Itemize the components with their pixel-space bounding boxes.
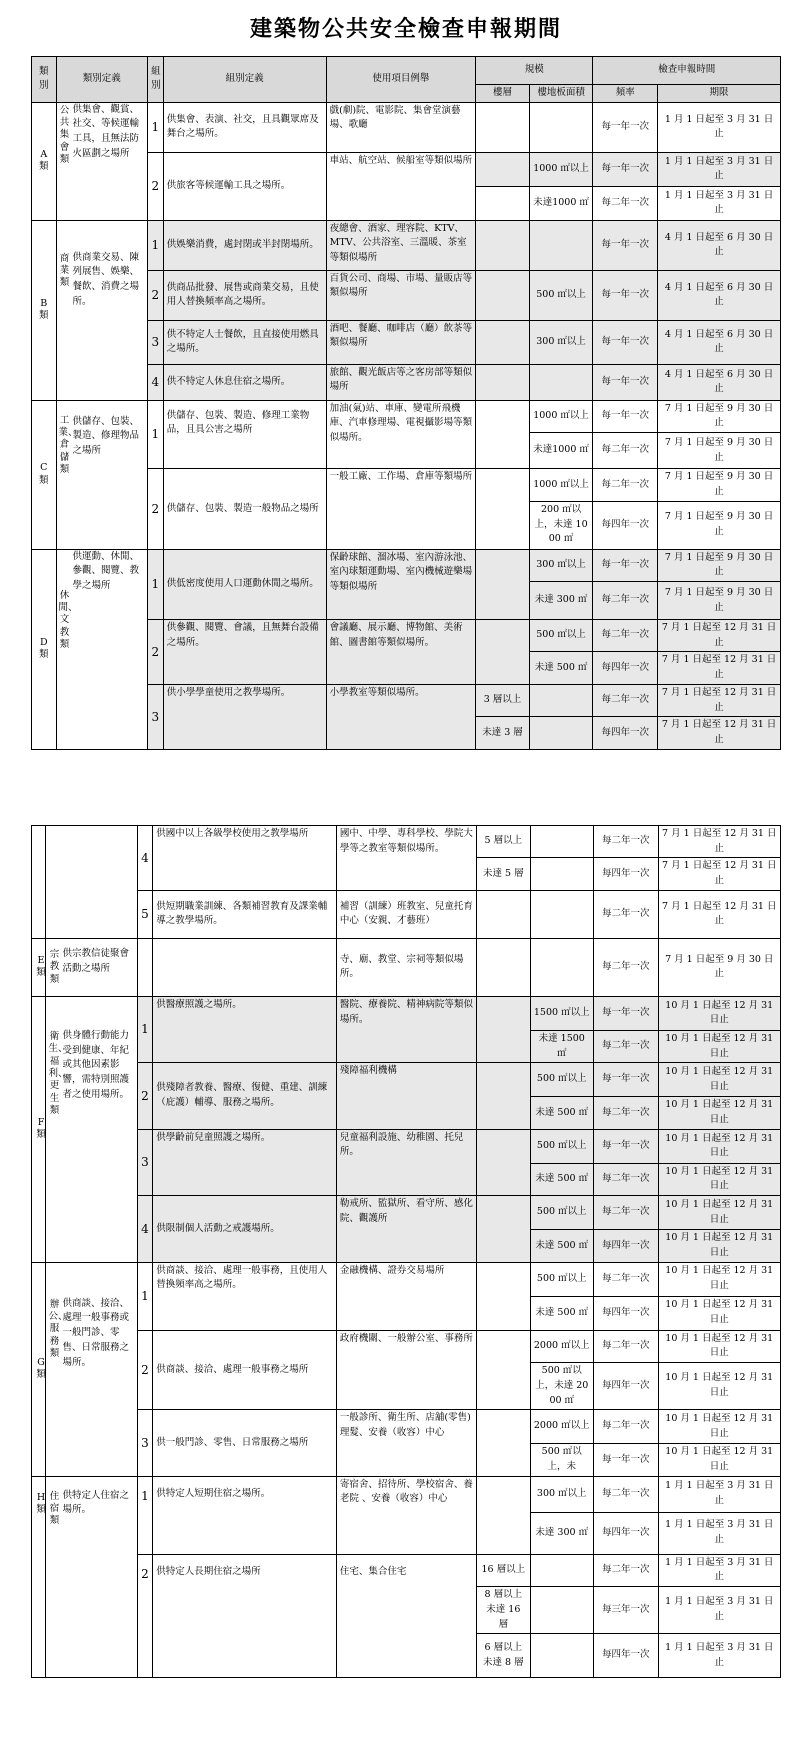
freq: 每一年一次 [593, 270, 658, 320]
area: 500 ㎡以上，未 [530, 1444, 593, 1476]
area: 未達 300 ㎡ [529, 582, 593, 620]
floors: 3 層以上 [476, 684, 530, 716]
cat-desc: 供特定人住宿之場所。 [62, 1489, 129, 1516]
header-row [32, 57, 781, 85]
deadline: 7 月 1 日起至 12 月 31 日止 [658, 890, 781, 938]
area: 未達 300 ㎡ [530, 1512, 593, 1554]
floors: 8 層以上未達 16 層 [477, 1587, 530, 1634]
sub-def: 供一般門診、零售、日常服務之場所 [153, 1410, 337, 1476]
area: 1000 ㎡以上 [529, 400, 593, 432]
header-scale: 規模 [476, 57, 593, 85]
cat-desc: 供身體行動能力受到健康、年紀或其他因素影響，需特別照護者之使用場所。 [62, 1029, 129, 1100]
cat-label: A類 [39, 148, 49, 173]
table-row [32, 938, 781, 996]
deadline: 1 月 1 日起至 3 月 31 日止 [658, 1476, 781, 1512]
floors: 6 層以上未達 8 層 [477, 1634, 530, 1678]
sub-def: 供儲存、包裝、製造、修理工業物品，且具公害之場所 [163, 400, 326, 468]
sub-def: 供低密度使用人口運動休閒之場所。 [163, 549, 326, 619]
freq: 每四年一次 [593, 1512, 658, 1554]
examples: 小學教室等類似場所。 [326, 684, 476, 749]
table-row [32, 1476, 781, 1512]
examples: 補習（訓練）班教室、兒童托育中心（安親、才藝班） [336, 890, 476, 938]
sub-number: 3 [148, 684, 164, 749]
cat-desc: 供集會、觀賞、社交、等候運輸工具，且無法防火區劃之場所 [72, 103, 140, 159]
deadline: 4 月 1 日起至 6 月 30 日止 [658, 220, 781, 270]
floors: 未達 3 層 [476, 717, 530, 749]
deadline: 7 月 1 日起至 9 月 30 日止 [658, 433, 781, 469]
freq: 每一年一次 [593, 364, 658, 400]
sub-def: 供特定人長期住宿之場所 [153, 1554, 337, 1678]
sub-number: 2 [148, 152, 164, 220]
deadline: 1 月 1 日起至 3 月 31 日止 [658, 1587, 781, 1634]
table-row [32, 996, 781, 1030]
deadline: 1 月 1 日起至 3 月 31 日止 [658, 102, 781, 152]
examples: 車站、航空站、候船室等類似場所 [326, 152, 476, 220]
area: 未達 500 ㎡ [530, 1163, 593, 1195]
sub-number: 1 [137, 1476, 153, 1554]
cat-desc: 供儲存、包裝、製造、修理物品之場所 [72, 415, 140, 457]
area: 500 ㎡以上，未達 2000 ㎡ [530, 1363, 593, 1410]
deadline: 10 月 1 日起至 12 月 31 日止 [658, 1163, 781, 1195]
sub-def: 供娛樂消費，處封閉或半封閉場所。 [163, 220, 326, 270]
deadline: 1 月 1 日起至 3 月 31 日止 [658, 152, 781, 186]
freq: 每四年一次 [593, 1363, 658, 1410]
cat-label: E類 [36, 955, 46, 979]
sub-def: 供殘障者教養、醫療、復健、重建、訓練（庇護）輔導、服務之場所。 [153, 1063, 337, 1129]
cat-desc: 供宗教信徒聚會活動之場所 [62, 947, 129, 974]
freq: 每二年一次 [593, 1196, 658, 1230]
sub-def: 供參觀、閱覽、會議，且無舞台設備之場所。 [163, 620, 326, 685]
deadline: 10 月 1 日起至 12 月 31 日止 [658, 1410, 781, 1444]
deadline: 10 月 1 日起至 12 月 31 日止 [658, 1330, 781, 1362]
deadline: 4 月 1 日起至 6 月 30 日止 [658, 364, 781, 400]
header-examples: 使用項目例舉 [326, 57, 476, 103]
sub-def: 供不特定人士餐飲，且直接使用燃具之場所。 [163, 320, 326, 364]
area: 1000 ㎡以上 [529, 469, 593, 501]
deadline: 7 月 1 日起至 9 月 30 日止 [658, 400, 781, 432]
freq: 每一年一次 [593, 1444, 658, 1476]
sub-number: 1 [148, 102, 164, 152]
deadline: 1 月 1 日起至 3 月 31 日止 [658, 1512, 781, 1554]
freq: 每二年一次 [593, 1163, 658, 1195]
header-period: 檢查申報時間 [593, 57, 781, 85]
deadline: 4 月 1 日起至 6 月 30 日止 [658, 320, 781, 364]
deadline: 7 月 1 日起至 12 月 31 日止 [658, 652, 781, 684]
sub-number: 1 [137, 996, 153, 1062]
page-title: 建築物公共安全檢查申報期間 [249, 16, 562, 42]
freq: 每二年一次 [593, 1262, 658, 1296]
examples: 寺、廟、教堂、宗祠等類似場所。 [336, 938, 476, 996]
table-row [32, 1330, 781, 1362]
sub-def: 供短期職業訓練、各類補習教育及課業輔導之教學場所。 [153, 890, 337, 938]
freq: 每二年一次 [593, 1097, 658, 1129]
header-area: 樓地板面積 [529, 85, 593, 103]
freq: 每二年一次 [593, 1030, 658, 1062]
freq: 每一年一次 [593, 549, 658, 581]
deadline: 1 月 1 日起至 3 月 31 日止 [658, 1634, 781, 1678]
area: 未達 500 ㎡ [530, 1296, 593, 1330]
examples: 酒吧、餐廳、咖啡店（廳）飲茶等類似場所 [326, 320, 476, 364]
sub-number: 3 [148, 320, 164, 364]
deadline: 1 月 1 日起至 3 月 31 日止 [658, 186, 781, 220]
examples: 一般診所、衛生所、店舖(零售) 理髮、安養（收容）中心 [336, 1410, 476, 1476]
cat-name: 宗教類 [49, 948, 60, 985]
sub-def: 供旅客等候運輸工具之場所。 [163, 152, 326, 220]
freq: 每一年一次 [593, 1063, 658, 1097]
area: 未達 1500 ㎡ [530, 1030, 593, 1062]
sub-def: 供學齡前兒童照護之場所。 [153, 1129, 337, 1195]
cat-label: D類 [39, 636, 49, 661]
sub-number: 2 [148, 270, 164, 320]
table-row [32, 1196, 781, 1230]
sub-def: 供醫療照護之場所。 [153, 996, 337, 1062]
freq: 每一年一次 [593, 102, 658, 152]
table-row [32, 1129, 781, 1163]
freq: 每三年一次 [593, 1587, 658, 1634]
deadline: 10 月 1 日起至 12 月 31 日止 [658, 1296, 781, 1330]
area: 300 ㎡以上 [530, 1476, 593, 1512]
freq: 每二年一次 [593, 620, 658, 652]
area: 1000 ㎡以上 [529, 152, 593, 186]
sub-def: 供國中以上各級學校使用之教學場所 [153, 826, 337, 891]
freq: 每四年一次 [593, 652, 658, 684]
inspection-table-part2 [31, 825, 781, 1678]
deadline: 4 月 1 日起至 6 月 30 日止 [658, 270, 781, 320]
deadline: 10 月 1 日起至 12 月 31 日止 [658, 1363, 781, 1410]
examples: 勒戒所、監獄所、看守所、感化院、觀護所 [336, 1196, 476, 1262]
table-row [32, 1262, 781, 1296]
cat-label: H類 [36, 1491, 46, 1515]
inspection-table-part1 [31, 56, 781, 750]
freq: 每一年一次 [593, 152, 658, 186]
cat-name: 公共集會類 [59, 104, 70, 166]
area: 300 ㎡以上 [529, 549, 593, 581]
deadline: 10 月 1 日起至 12 月 31 日止 [658, 1129, 781, 1163]
deadline: 10 月 1 日起至 12 月 31 日止 [658, 1444, 781, 1476]
deadline: 7 月 1 日起至 12 月 31 日止 [658, 858, 781, 890]
table-row [32, 549, 781, 581]
table-row [32, 1410, 781, 1444]
table-row [32, 220, 781, 270]
table-row [32, 1063, 781, 1097]
header-sub: 組別 [148, 57, 164, 103]
freq: 每一年一次 [593, 220, 658, 270]
examples: 一般工廠、工作場、倉庫等類場所 [326, 469, 476, 549]
cat-name: 住宿類 [49, 1490, 60, 1527]
area: 1500 ㎡以上 [530, 996, 593, 1030]
freq: 每二年一次 [593, 826, 658, 858]
freq: 每二年一次 [593, 433, 658, 469]
examples: 兒童福利設施、幼稚園、托兒所。 [336, 1129, 476, 1195]
freq: 每二年一次 [593, 890, 658, 938]
freq: 每四年一次 [593, 1296, 658, 1330]
area: 500 ㎡以上 [530, 1262, 593, 1296]
deadline: 1 月 1 日起至 3 月 31 日止 [658, 1554, 781, 1586]
area: 500 ㎡以上 [530, 1063, 593, 1097]
freq: 每四年一次 [593, 501, 658, 549]
table-row [32, 400, 781, 432]
header-cat: 類別 [32, 57, 57, 103]
deadline: 7 月 1 日起至 9 月 30 日止 [658, 549, 781, 581]
examples: 政府機關、一般辦公室、事務所 [336, 1330, 476, 1410]
area: 200 ㎡以上，未達 1000 ㎡ [529, 501, 593, 549]
freq: 每二年一次 [593, 1410, 658, 1444]
table-row [32, 1554, 781, 1586]
header-deadline: 期限 [658, 85, 781, 103]
examples: 住宅、集合住宅 [336, 1554, 476, 1678]
freq: 每一年一次 [593, 320, 658, 364]
cat-desc: 供商談、接洽、處理一般事務或一般門診、零售、日常服務之場所。 [62, 1297, 129, 1368]
cat-label: F類 [36, 1116, 46, 1141]
examples: 旅館、觀光飯店等之客房部等類似場所 [326, 364, 476, 400]
sub-number: 2 [137, 1330, 153, 1410]
header-sub-def: 組別定義 [163, 57, 326, 103]
area: 2000 ㎡以上 [530, 1410, 593, 1444]
sub-def: 供小學學童使用之教學場所。 [163, 684, 326, 749]
area: 500 ㎡以上 [530, 1196, 593, 1230]
deadline: 7 月 1 日起至 12 月 31 日止 [658, 620, 781, 652]
deadline: 7 月 1 日起至 9 月 30 日止 [658, 938, 781, 996]
area: 未達1000 ㎡ [529, 186, 593, 220]
sub-number: 4 [137, 1196, 153, 1262]
freq: 每二年一次 [593, 684, 658, 716]
deadline: 7 月 1 日起至 9 月 30 日止 [658, 469, 781, 501]
freq: 每四年一次 [593, 717, 658, 749]
header-floors: 樓層 [476, 85, 530, 103]
sub-number: 5 [137, 890, 153, 938]
examples: 加油(氣)站、車庫、變電所飛機庫、汽車修理場、電視攝影場等類似場所。 [326, 400, 476, 468]
cat-name: 辦公、服務類 [48, 1298, 68, 1359]
area: 500 ㎡以上 [529, 620, 593, 652]
area: 2000 ㎡以上 [530, 1330, 593, 1362]
examples: 戲(劇)院、電影院、集會堂演藝場、歌廳 [326, 102, 476, 152]
area: 未達 500 ㎡ [529, 652, 593, 684]
sub-def: 供限制個人活動之戒護場所。 [153, 1196, 337, 1262]
sub-number: 3 [137, 1129, 153, 1195]
sub-number: 1 [148, 549, 164, 619]
sub-def: 供商談、接洽、處理一般事務之場所 [153, 1330, 337, 1410]
cat-name: 衛生、福利、更生類 [48, 1030, 68, 1116]
examples: 金融機構、證券交易場所 [336, 1262, 476, 1330]
freq: 每二年一次 [593, 582, 658, 620]
sub-def: 供商品批發、展售或商業交易，且使用人替換頻率高之場所。 [163, 270, 326, 320]
deadline: 10 月 1 日起至 12 月 31 日止 [658, 1196, 781, 1230]
freq: 每二年一次 [593, 1476, 658, 1512]
deadline: 7 月 1 日起至 12 月 31 日止 [658, 684, 781, 716]
examples: 夜總會、酒家、理容院、KTV、MTV、公共浴室、三溫暖、茶室等類似場所 [326, 220, 476, 270]
sub-number: 2 [148, 620, 164, 685]
sub-def: 供儲存、包裝、製造一般物品之場所 [163, 469, 326, 549]
sub-def: 供商談、接洽、處理一般事務，且使用人替換頻率高之場所。 [153, 1262, 337, 1330]
freq: 每一年一次 [593, 996, 658, 1030]
deadline: 10 月 1 日起至 12 月 31 日止 [658, 1230, 781, 1262]
floors: 16 層以上 [477, 1554, 530, 1586]
area: 未達1000 ㎡ [529, 433, 593, 469]
freq: 每四年一次 [593, 1634, 658, 1678]
sub-number: 2 [137, 1063, 153, 1129]
cat-label: B類 [39, 297, 49, 322]
freq: 每一年一次 [593, 1129, 658, 1163]
header-freq: 頻率 [593, 85, 658, 103]
freq: 每一年一次 [593, 400, 658, 432]
area: 500 ㎡以上 [530, 1129, 593, 1163]
freq: 每四年一次 [593, 858, 658, 890]
cat-name: 工業、倉儲類 [58, 414, 78, 476]
deadline: 7 月 1 日起至 9 月 30 日止 [658, 582, 781, 620]
deadline: 10 月 1 日起至 12 月 31 日止 [658, 1262, 781, 1296]
freq: 每二年一次 [593, 469, 658, 501]
area: 未達 500 ㎡ [530, 1097, 593, 1129]
floors: 5 層以上 [477, 826, 530, 858]
cat-label: C類 [39, 462, 49, 486]
sub-number: 3 [137, 1410, 153, 1476]
deadline: 10 月 1 日起至 12 月 31 日止 [658, 1030, 781, 1062]
examples: 國中、中學、專科學校、學院大學等之教室等類似場所。 [336, 826, 476, 891]
cat-desc: 供運動、休閒、參觀、閱覽、教學之場所 [72, 550, 140, 592]
sub-number: 2 [137, 1554, 153, 1678]
sub-number: 1 [148, 400, 164, 468]
sub-number: 1 [137, 1262, 153, 1330]
sub-def: 供特定人短期住宿之場所。 [153, 1476, 337, 1554]
sub-def: 供不特定人休息住宿之場所。 [163, 364, 326, 400]
deadline: 7 月 1 日起至 9 月 30 日止 [658, 501, 781, 549]
examples: 百貨公司、商場、市場、量販店等類似場所 [326, 270, 476, 320]
cat-name: 商業類 [59, 252, 70, 289]
sub-number: 4 [137, 826, 153, 891]
cat-label: G類 [36, 1356, 46, 1381]
deadline: 10 月 1 日起至 12 月 31 日止 [658, 1097, 781, 1129]
sub-number: 1 [148, 220, 164, 270]
sub-number: 4 [148, 364, 164, 400]
examples: 會議廳、展示廳、博物館、美術館、圖書館等類似場所。 [326, 620, 476, 685]
area: 未達 500 ㎡ [530, 1230, 593, 1262]
cat-name: 休閒、文教類 [58, 589, 78, 650]
header-cat-def: 類別定義 [56, 57, 148, 103]
area: 300 ㎡以上 [529, 320, 593, 364]
cat-desc: 供商業交易、陳列展售、娛樂、餐飲、消費之場所。 [72, 251, 140, 307]
deadline: 7 月 1 日起至 12 月 31 日止 [658, 826, 781, 858]
deadline: 7 月 1 日起至 12 月 31 日止 [658, 717, 781, 749]
deadline: 10 月 1 日起至 12 月 31 日止 [658, 1063, 781, 1097]
sub-def: 供集會、表演、社交，且具觀眾席及舞台之場所。 [163, 102, 326, 152]
table-row [32, 890, 781, 938]
floors: 未達 5 層 [477, 858, 530, 890]
freq: 每二年一次 [593, 1330, 658, 1362]
examples: 寄宿舍、招待所、學校宿舍、養老院 、安養（收容）中心 [336, 1476, 476, 1554]
examples: 醫院、療養院、精神病院等類似場所。 [336, 996, 476, 1062]
freq: 每二年一次 [593, 1554, 658, 1586]
freq: 每二年一次 [593, 938, 658, 996]
table-row [32, 102, 781, 152]
deadline: 10 月 1 日起至 12 月 31 日止 [658, 996, 781, 1030]
area: 500 ㎡以上 [529, 270, 593, 320]
freq: 每二年一次 [593, 186, 658, 220]
examples: 殘障福利機構 [336, 1063, 476, 1129]
examples: 保齡球館、溜冰場、室內游泳池、室內球類運動場、室內機械遊樂場 等類似場所 [326, 549, 476, 619]
sub-number: 2 [148, 469, 164, 549]
freq: 每四年一次 [593, 1230, 658, 1262]
table-row [32, 826, 781, 858]
